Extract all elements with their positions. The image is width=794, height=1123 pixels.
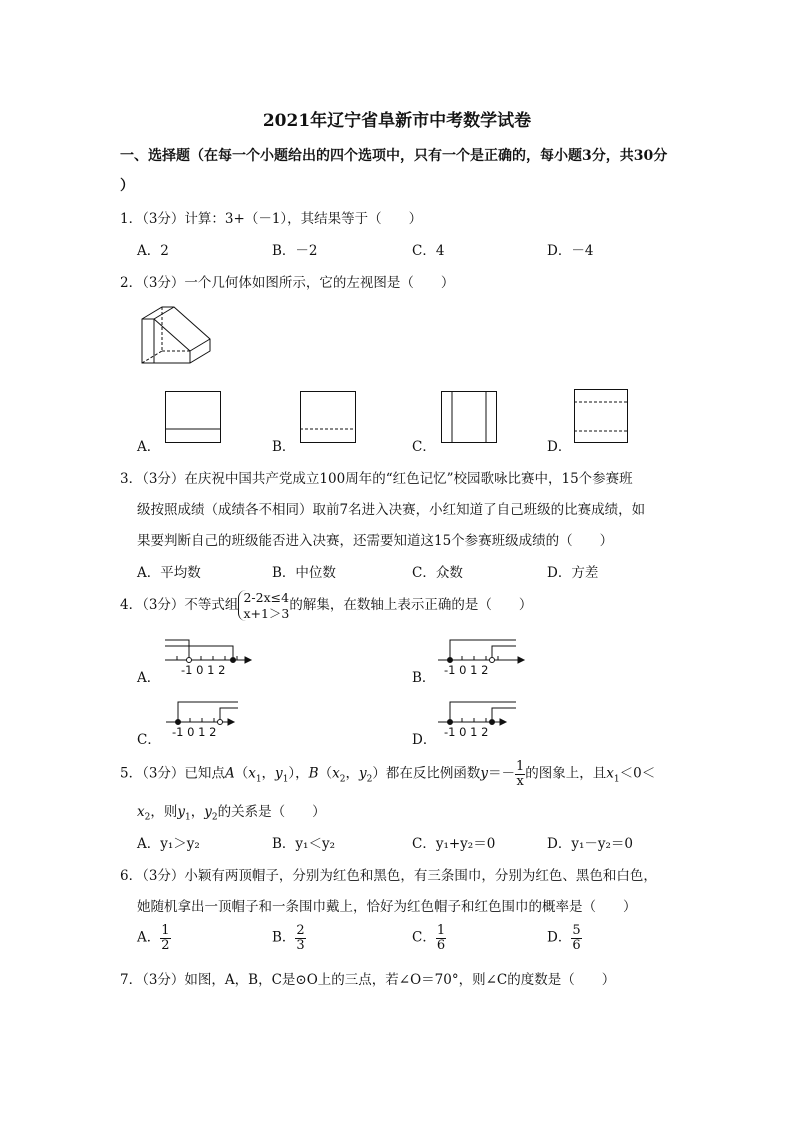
q1-stem: 1．（3分）计算：3+（－1），其结果等于（ ） (120, 211, 423, 227)
q2-option-d-figure[interactable] (574, 389, 628, 443)
q4-option-b[interactable]: B． (412, 670, 436, 686)
var-x: x (332, 765, 340, 782)
q6-option-a[interactable] (137, 924, 171, 952)
denominator: x (516, 773, 524, 789)
q1-option-c[interactable]: C．4 (412, 243, 445, 259)
q5-text: ）都在反比例函数 (372, 765, 481, 782)
q4-stem (120, 590, 532, 621)
q4-option-c-axis-labels: -1 0 1 2 (172, 725, 217, 739)
var-y: y (275, 765, 283, 782)
var-x: x (137, 804, 145, 820)
q6-stem-line2: 她随机拿出一顶帽子和一条围巾戴上，恰好为红色帽子和红色围巾的概率是（ ） (137, 899, 637, 915)
q2-option-b[interactable]: B． (272, 439, 296, 455)
paren: ）， (288, 765, 309, 782)
q3-stem-line3: 果要判断自己的班级能否进入决赛，还需要知道这15个参赛班级成绩的（ ） (137, 533, 614, 549)
q3-option-d[interactable]: D．方差 (547, 565, 599, 581)
q4-prefix: 4．（3分）不等式组 (120, 597, 239, 614)
q3-option-a[interactable]: A．平均数 (137, 565, 201, 581)
q4-option-a-axis-labels: -1 0 1 2 (181, 663, 226, 677)
fraction (160, 924, 170, 952)
paren: （ (318, 765, 333, 782)
q1-option-a[interactable]: A．2 (137, 243, 169, 259)
fraction (571, 924, 581, 952)
q6-stem-line1: 6．（3分）小颖有两顶帽子，分别为红色和黑色，有三条围巾，分别为红色、黑色和白色， (120, 868, 657, 884)
equals-minus: ＝－ (487, 765, 515, 782)
subscript: 2 (339, 774, 346, 785)
q2-option-c[interactable]: C． (412, 439, 436, 455)
subscript: 1 (185, 812, 191, 823)
subscript: 1 (282, 774, 289, 785)
q7-stem: 7．（3分）如图，A，B，C是⊙O上的三点，若∠O＝70°，则∠C的度数是（ ） (120, 972, 616, 988)
q3-stem-line1: 3．（3分）在庆祝中国共产党成立100周年的“红色记忆”校园歌咏比赛中，15个参赛班 (120, 471, 633, 487)
q6-option-d[interactable] (547, 924, 582, 952)
section-heading: 一、选择题（在每一个小题给出的四个选项中，只有一个是正确的，每小题3分，共30分 (120, 148, 668, 164)
numerator: 1 (161, 923, 170, 938)
q5-text: 的图象上，且 (525, 765, 607, 782)
subscript: 2 (144, 812, 151, 823)
q3-option-b[interactable]: B．中位数 (272, 565, 336, 581)
paren: （ (234, 765, 249, 782)
q4-option-d-axis-labels: -1 0 1 2 (444, 725, 489, 739)
q5-stem-line2 (137, 800, 326, 823)
subscript: 2 (366, 774, 373, 785)
subscript: 2 (211, 812, 218, 823)
q2-stem: 2．（3分）一个几何体如图所示，它的左视图是（ ） (120, 275, 455, 291)
q4-option-d[interactable]: D． (412, 732, 437, 748)
q5-text: 的关系是（ ） (217, 804, 326, 820)
q4-option-b-axis-labels: -1 0 1 2 (444, 663, 489, 677)
fraction (515, 760, 525, 788)
denominator: 6 (572, 937, 581, 953)
q4-suffix: 的解集，在数轴上表示正确的是（ ） (289, 597, 533, 614)
numerator: 2 (296, 923, 305, 938)
q5-option-a[interactable]: A．y₁＞y₂ (137, 836, 200, 852)
subscript: 1 (613, 774, 620, 785)
numerator: 1 (436, 923, 446, 938)
q5-option-d[interactable]: D．y₁－y₂＝0 (547, 836, 633, 852)
q4-option-b-numberline[interactable] (438, 634, 522, 666)
inequality-system (238, 590, 289, 621)
q4-option-a[interactable]: A． (137, 670, 161, 686)
fraction (436, 924, 446, 952)
q3-option-c[interactable]: C．众数 (412, 565, 463, 581)
comma: ， (345, 765, 359, 782)
q2-option-c-figure[interactable] (441, 391, 497, 443)
var-y: y (177, 804, 185, 820)
q2-option-a[interactable]: A． (137, 439, 161, 455)
q6-option-c[interactable] (412, 924, 446, 952)
inequality-2: x+1＞3 (243, 605, 290, 621)
option-label: A． (137, 929, 161, 946)
q5-option-c[interactable]: C．y₁+y₂＝0 (412, 836, 496, 852)
page-title: 2021年辽宁省阜新市中考数学试卷 (262, 111, 532, 131)
q5-text: 5．（3分）已知点 (120, 765, 225, 782)
var-y: y (204, 804, 212, 820)
q2-option-d[interactable]: D． (547, 439, 572, 455)
comma: ， (190, 804, 205, 820)
q4-option-a-numberline[interactable] (165, 634, 249, 666)
var-y: y (480, 765, 488, 782)
comma: ， (261, 765, 276, 782)
q1-option-d[interactable]: D．－4 (547, 243, 594, 259)
q6-option-b[interactable] (272, 924, 306, 952)
var-y: y (358, 765, 367, 782)
q5-text: ，则 (150, 804, 178, 820)
inequality-1: 2-2x≤4 (243, 590, 290, 605)
q2-option-a-figure[interactable] (165, 391, 221, 443)
var-x: x (248, 765, 256, 782)
q4-option-c[interactable]: C． (137, 732, 161, 748)
numerator: 5 (572, 923, 581, 938)
denominator: 2 (161, 937, 170, 953)
q5-stem-line1 (120, 760, 655, 788)
option-label: C． (412, 929, 436, 946)
q2-option-b-figure[interactable] (300, 391, 356, 443)
var-x: x (606, 765, 614, 782)
q5-option-b[interactable]: B．y₁＜y₂ (272, 836, 335, 852)
q2-solid-figure (138, 305, 214, 371)
option-label: D． (547, 929, 572, 946)
denominator: 6 (436, 937, 446, 953)
point-b: B (308, 765, 319, 782)
option-label: B． (272, 929, 296, 946)
subscript: 1 (255, 774, 262, 785)
denominator: 3 (296, 937, 305, 953)
q5-text: ＜0＜ (619, 765, 656, 782)
section-heading-end: ） (120, 178, 134, 194)
q1-option-b[interactable]: B．－2 (272, 243, 318, 259)
q4-option-d-numberline[interactable] (438, 696, 522, 728)
q3-stem-line2: 级按照成绩（成绩各不相同）取前7名进入决赛，小红知道了自己班级的比赛成绩，如 (137, 502, 646, 518)
numerator: 1 (515, 759, 525, 774)
q4-option-c-numberline[interactable] (166, 696, 250, 728)
point-a: A (224, 765, 235, 782)
fraction (295, 924, 305, 952)
